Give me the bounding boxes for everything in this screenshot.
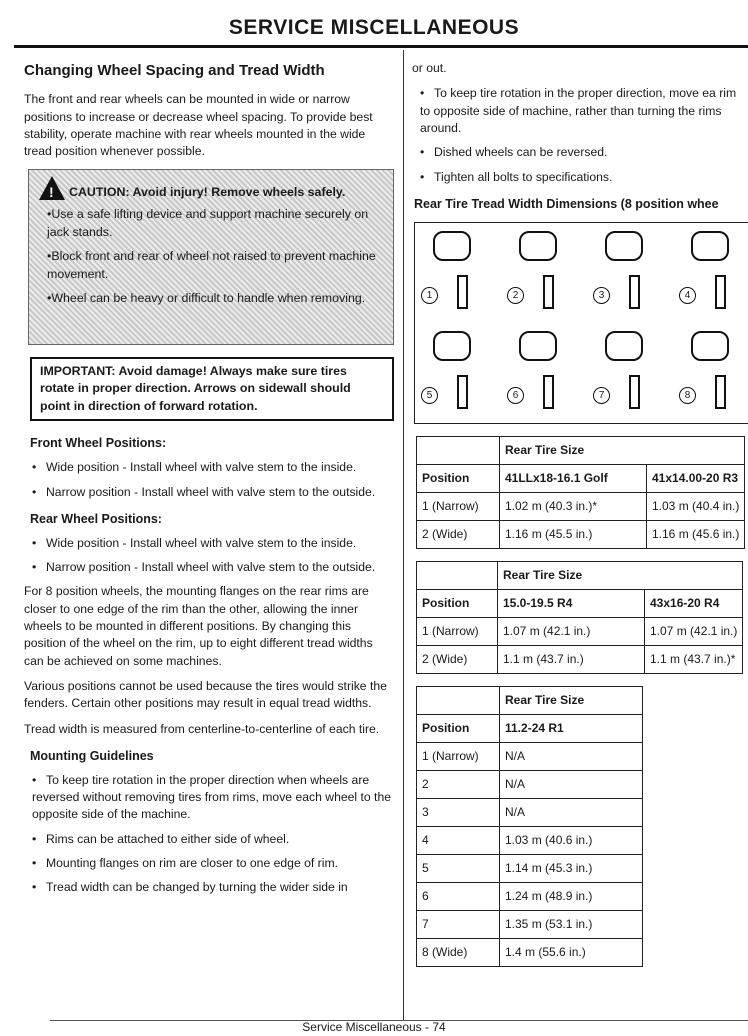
wheel-position-diagram [507,327,579,417]
table-row: 7 1.35 m (53.1 in.) [417,910,643,938]
list-item: • Wide position - Install wheel with valve stem to the inside. [32,535,357,550]
position-number: 6 [507,387,524,404]
caution-lead-line [39,176,383,202]
table-row: Position 41LLx18-16.1 Golf 41x14.00-20 R3 [417,464,745,492]
wheel-position-diagram [593,227,665,317]
body-paragraph: Various positions cannot be used because the tires would strike the fenders. Certain other positions may result in equal tread widths. [24,678,387,711]
table-row: 3 N/A [417,798,643,826]
position-number: 5 [421,387,438,404]
tread-width-table-3 [416,686,643,967]
list-item: • Wide position - Install wheel with valve stem to the inside. [32,460,357,475]
table-row: Position 15.0-19.5 R4 43x16-20 R4 [417,589,743,617]
section-heading: Changing Wheel Spacing and Tread Width [24,62,325,79]
important-notice: IMPORTANT: Avoid damage! Always make sure tires rotate in proper direction. Arrows on sidewall should point in direction of forward rotation. [30,357,394,422]
table-row: 1 (Narrow) N/A [417,742,643,770]
wheel-position-diagram [421,227,493,317]
table-row: 6 1.24 m (48.9 in.) [417,882,643,910]
table-row: 2 N/A [417,770,643,798]
list-item: • Narrow position - Install wheel with valve stem to the outside. [32,559,376,574]
table-row: 5 1.14 m (45.3 in.) [417,854,643,882]
wheel-position-diagram [679,327,748,417]
tread-width-table-1 [416,436,745,549]
table-row: Position 11.2-24 R1 [417,714,643,742]
warning-icon: ! [39,176,65,200]
table-row: 2 (Wide) 1.1 m (43.7 in.) 1.1 m (43.7 in.)* [417,645,743,673]
table-row [417,686,643,714]
table-row: 4 1.03 m (40.6 in.) [417,826,643,854]
front-positions-heading: Front Wheel Positions: [30,436,167,451]
figure-heading: Rear Tire Tread Width Dimensions (8 position whee [414,196,719,211]
page-title: SERVICE MISCELLANEOUS [228,16,520,39]
table-row: 8 (Wide) 1.4 m (55.6 in.) [417,938,643,966]
left-column [24,60,394,904]
continued-text: or out. [412,61,447,75]
table-group-header: Rear Tire Size [500,436,745,464]
caution-item: •Block front and rear of wheel not raised to prevent machine movement. [47,248,376,281]
list-item: • Mounting flanges on rim are closer to one edge of rim. [32,855,338,870]
body-paragraph: For 8 position wheels, the mounting flanges on the rear rims are closer to one edge of the rim than the other, allowing the inner wheels to be mounted in different positions. By changing this position of the wheel on the rim, up to eight different tread widths can be achieved on some machines. [24,584,373,668]
table-row [417,561,743,589]
position-number: 2 [507,287,524,304]
list-item: • Narrow position - Install wheel with valve stem to the outside. [32,484,376,499]
caution-item: •Use a safe lifting device and support machine securely on jack stands. [47,206,369,239]
wheel-position-figure [414,222,748,424]
list-item: • Rims can be attached to either side of wheel. [32,831,290,846]
wheel-position-diagram [593,327,665,417]
list-item: • Tread width can be changed by turning the wider side in [32,880,348,895]
caution-lead: CAUTION: Avoid injury! Remove wheels safely. [69,184,346,199]
rear-positions-heading: Rear Wheel Positions: [30,511,162,526]
list-item: • Tighten all bolts to specifications. [420,169,613,184]
mounting-heading: Mounting Guidelines [30,748,154,763]
table-group-header: Rear Tire Size [498,561,743,589]
wheel-position-diagram [679,227,748,317]
wheel-position-diagram [421,327,493,417]
page-footer: Service Miscellaneous - 74 [302,1020,446,1034]
wheel-position-diagram [507,227,579,317]
position-number: 1 [421,287,438,304]
position-number: 4 [679,287,696,304]
list-item: • To keep tire rotation in the proper direction when wheels are reversed without removing tires from rims, move each wheel to the opposite side of the machine. [32,772,391,822]
column-divider [403,50,404,1020]
table-row: 2 (Wide) 1.16 m (45.5 in.) 1.16 m (45.6 in.) [417,520,745,548]
table-row: 1 (Narrow) 1.02 m (40.3 in.)* 1.03 m (40.4 in.) [417,492,745,520]
position-number: 3 [593,287,610,304]
list-item: • To keep tire rotation in the proper direction, move ea rim to opposite side of machine, rather than turning the rims around. [420,86,737,135]
tread-width-table-2 [416,561,743,674]
position-number: 8 [679,387,696,404]
list-item: • Dished wheels can be reversed. [420,145,608,160]
table-row: 1 (Narrow) 1.07 m (42.1 in.) 1.07 m (42.1 in.) [417,617,743,645]
table-group-header: Rear Tire Size [500,686,643,714]
table-row [417,436,745,464]
caution-item: •Wheel can be heavy or difficult to handle when removing. [47,290,366,305]
position-number: 7 [593,387,610,404]
right-column [412,60,748,979]
body-paragraph: Tread width is measured from centerline-to-centerline of each tire. [24,721,380,736]
caution-box [28,169,394,345]
intro-paragraph: The front and rear wheels can be mounted in wide or narrow positions to increase or decrease wheel spacing. To provide best stability, operate machine with rear wheels mounted in the wide tread position whenever possible. [24,92,373,159]
title-rule [14,45,748,48]
